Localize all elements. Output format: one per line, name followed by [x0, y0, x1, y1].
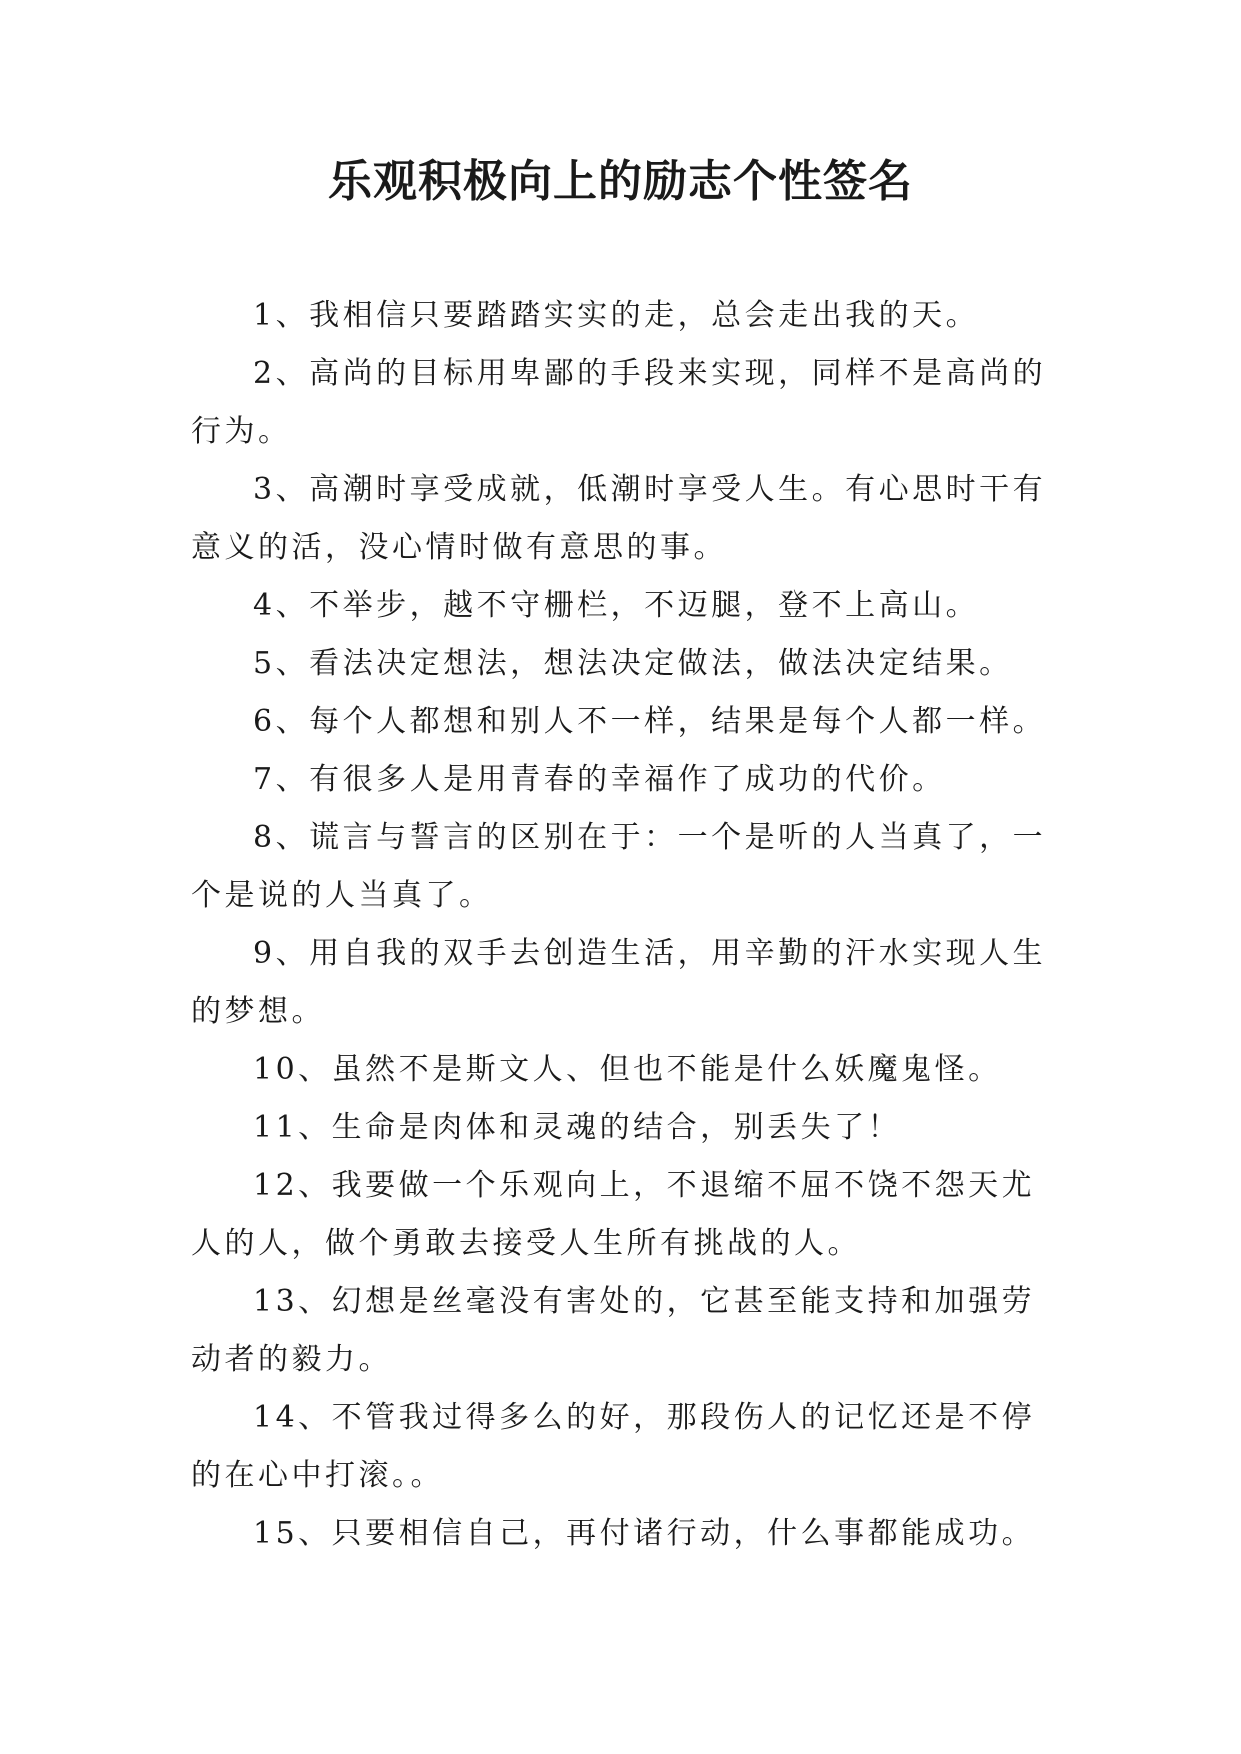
list-item: 2、高尚的目标用卑鄙的手段来实现，同样不是高尚的行为。	[191, 356, 1047, 449]
list-item: 10、虽然不是斯文人、但也不能是什么妖魔鬼怪。	[253, 1052, 1002, 1087]
list-item: 4、不举步，越不守栅栏，不迈腿，登不上高山。	[253, 588, 980, 623]
list-item: 8、谎言与誓言的区别在于：一个是听的人当真了，一个是说的人当真了。	[191, 820, 1047, 913]
list-item: 7、有很多人是用青春的幸福作了成功的代价。	[253, 762, 946, 797]
list-item: 6、每个人都想和别人不一样，结果是每个人都一样。	[253, 704, 1047, 739]
signature-list	[191, 287, 1059, 1563]
list-item: 15、只要相信自己，再付诸行动，什么事都能成功。	[253, 1516, 1036, 1551]
list-item: 13、幻想是丝毫没有害处的，它甚至能支持和加强劳动者的毅力。	[191, 1284, 1036, 1377]
document-title: 乐观积极向上的励志个性签名	[328, 156, 913, 207]
list-item: 14、不管我过得多么的好，那段伤人的记忆还是不停的在心中打滚。。	[191, 1400, 1036, 1493]
list-item: 9、用自我的双手去创造生活，用辛勤的汗水实现人生的梦想。	[191, 936, 1047, 1029]
list-item: 11、生命是肉体和灵魂的结合，别丢失了！	[253, 1110, 902, 1145]
list-item: 12、我要做一个乐观向上，不退缩不屈不饶不怨天尤人的人，做个勇敢去接受人生所有挑战的人。	[191, 1168, 1036, 1261]
list-item: 3、高潮时享受成就，低潮时享受人生。有心思时干有意义的活，没心情时做有意思的事。	[191, 472, 1047, 565]
list-item: 1、我相信只要踏踏实实的走，总会走出我的天。	[253, 298, 980, 333]
list-item: 5、看法决定想法，想法决定做法，做法决定结果。	[253, 646, 1013, 681]
